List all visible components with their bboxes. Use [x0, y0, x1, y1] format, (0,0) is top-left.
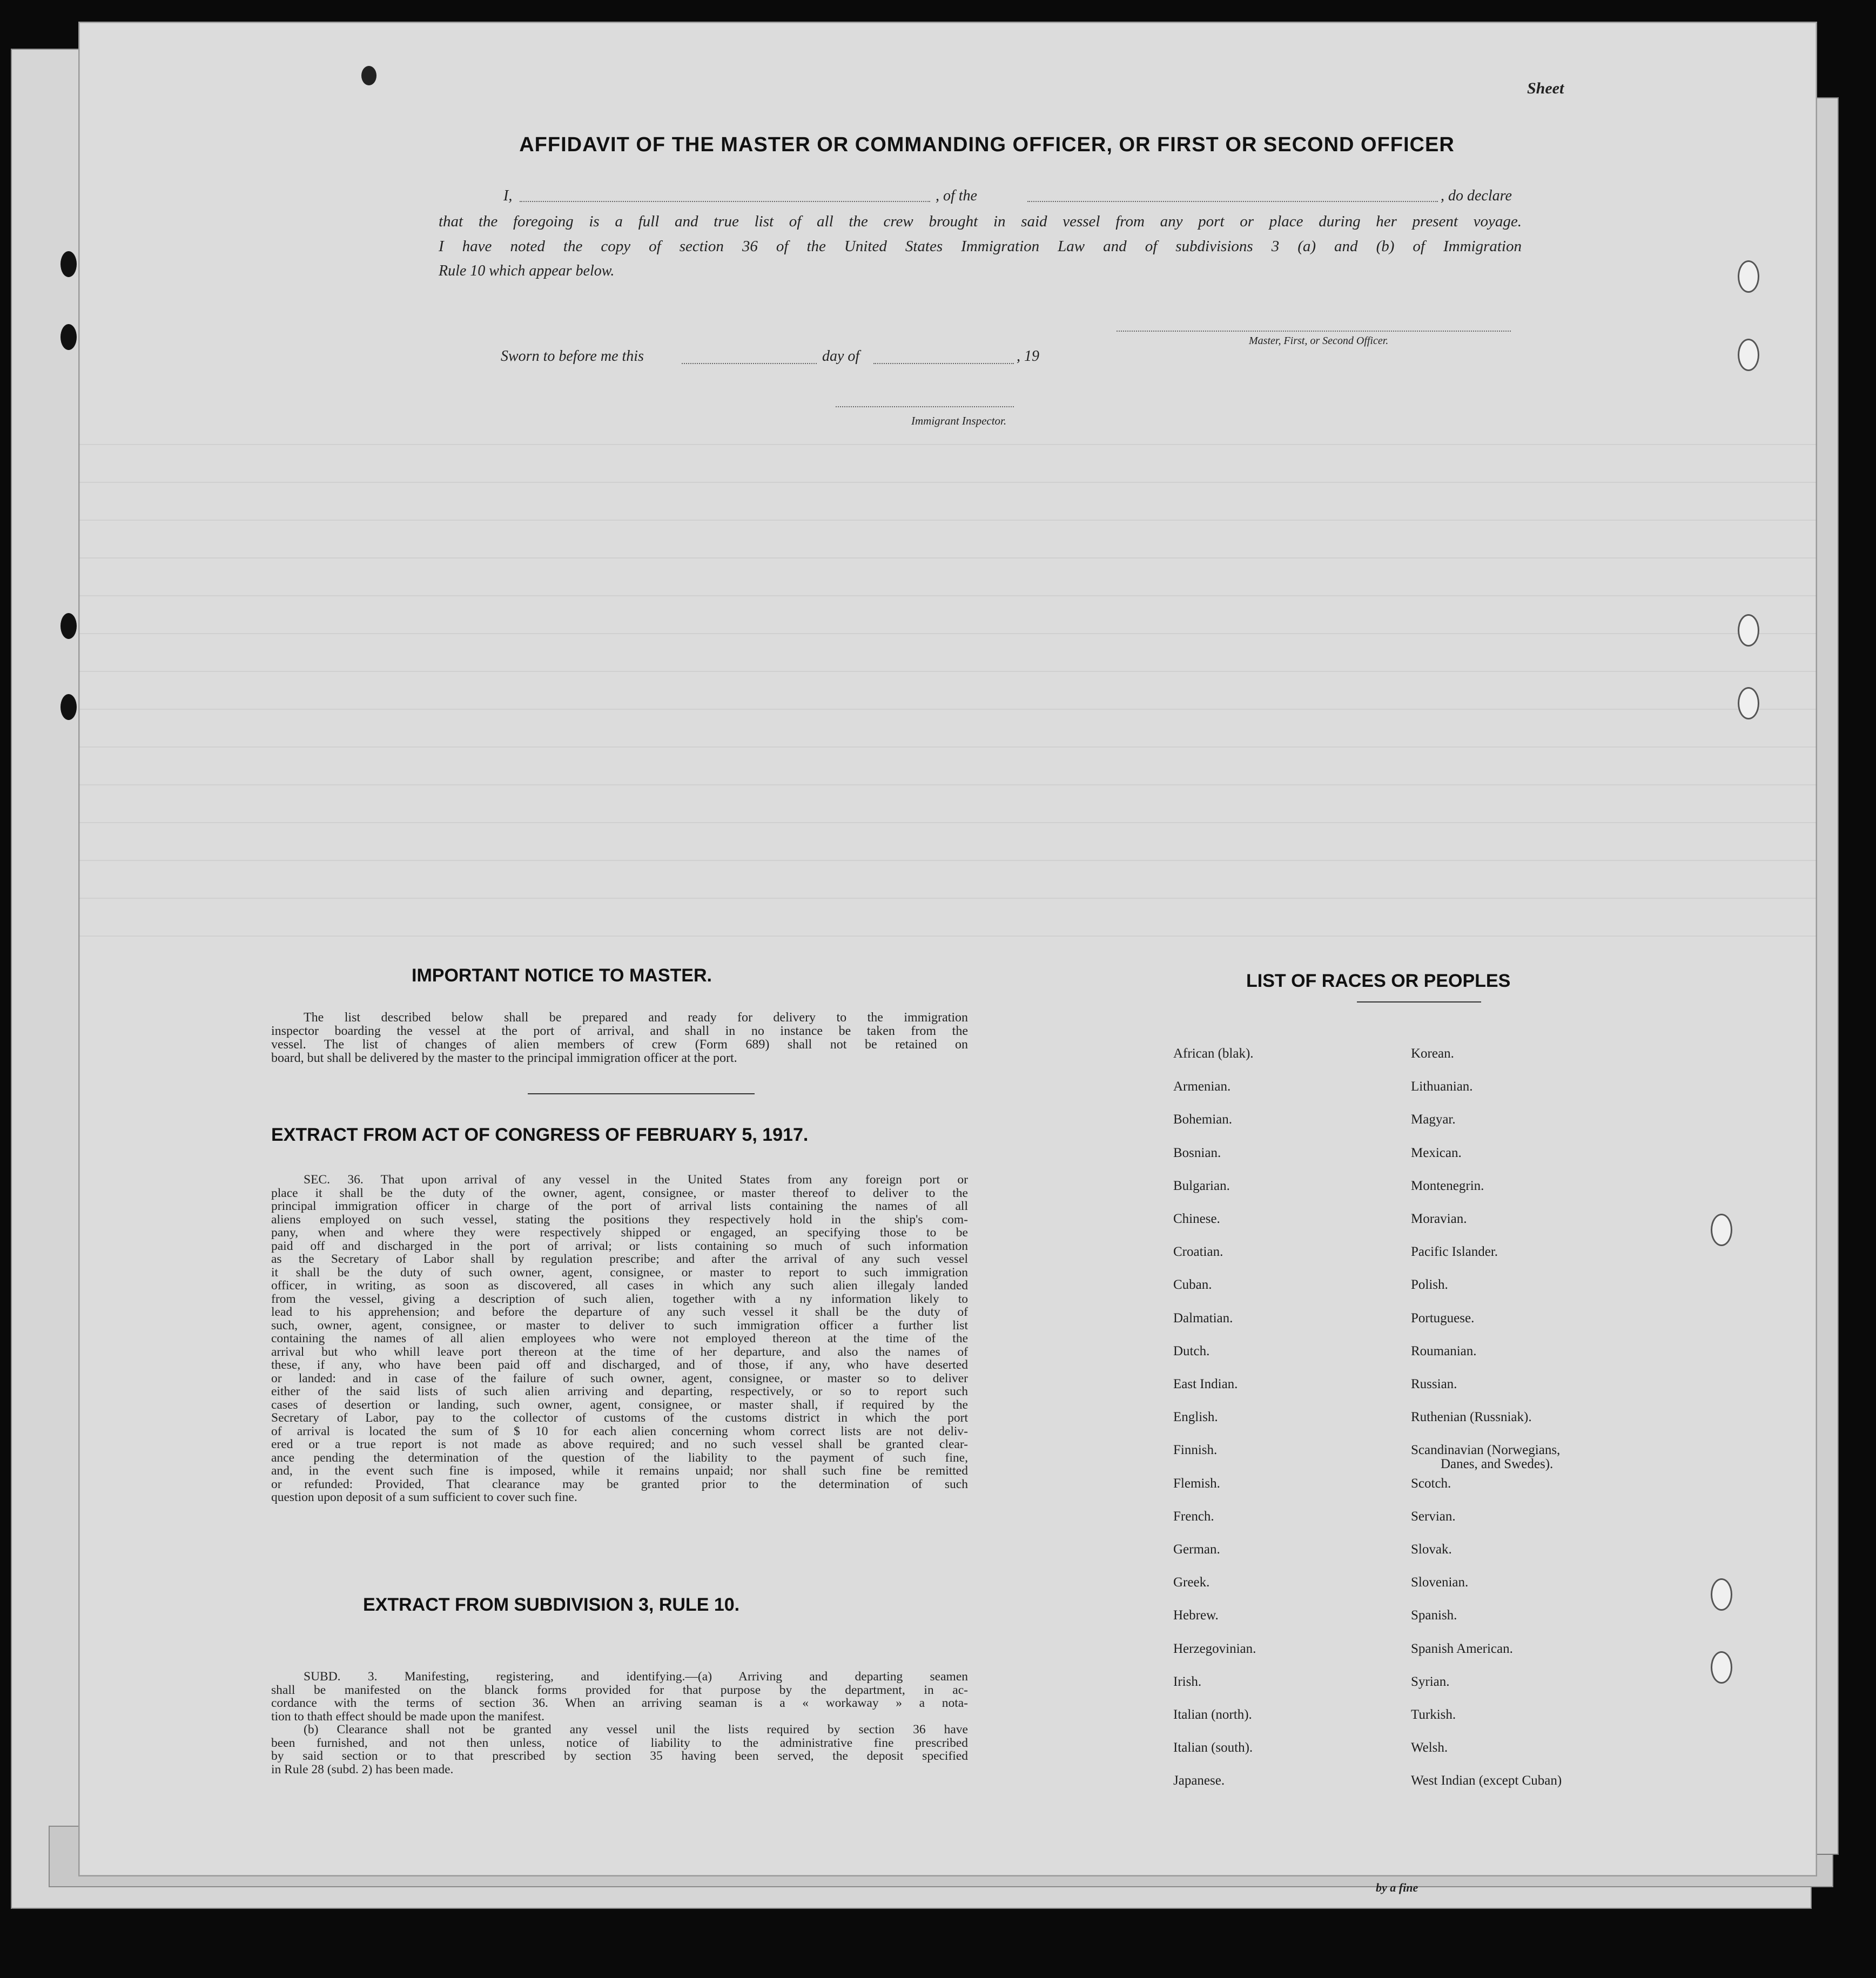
race-item: English. [1173, 1410, 1218, 1425]
race-item: Irish. [1173, 1674, 1202, 1689]
notice-body [271, 1011, 968, 1065]
race-item: Japanese. [1173, 1773, 1225, 1788]
affidavit-declarant-mid: , of the [936, 187, 977, 204]
notice-line: vessel. The list of changes of alien members of crew (Form 689) shall not be retained on [271, 1038, 968, 1052]
rule-line: cordance with the terms of section 36. When an arriving seaman is a « workaway » a nota- [271, 1696, 968, 1710]
race-item: Slovenian. [1411, 1575, 1469, 1590]
rule-line: been furnished, and not then unless, notice of liability to the administrative fine prescribed [271, 1735, 968, 1750]
race-item: Montenegrin. [1411, 1178, 1484, 1193]
act-line: containing the names of all alien employees who were not employed thereon at the time of the [271, 1331, 968, 1345]
affidavit-title: AFFIDAVIT OF THE MASTER OR COMMANDING OFFICER, OR FIRST OR SECOND OFFICER [519, 133, 1455, 156]
race-item: Scandinavian (Norwegians, [1411, 1443, 1561, 1458]
sheet-label: Sheet [1527, 79, 1564, 97]
race-item: Flemish. [1173, 1476, 1220, 1491]
race-item: Polish. [1411, 1277, 1448, 1293]
race-item: Ruthenian (Russniak). [1411, 1410, 1532, 1425]
act-line: either of the said lists of such alien arriving and departing, respectively, or so to report such [271, 1384, 968, 1398]
punch-hole-5 [1711, 1214, 1732, 1246]
act-line: place it shall be the duty of the owner, agent, consignee, or master thereof to deliver to the [271, 1186, 968, 1200]
race-item: West Indian (except Cuban) [1411, 1773, 1562, 1788]
affidavit-body-line-2: I have noted the copy of section 36 of the United States Immigration Law and of subdivisions 3 (a) and (b) of Immigration [439, 238, 1522, 255]
race-item: Italian (north). [1173, 1707, 1252, 1722]
act-extract-body [271, 1173, 968, 1504]
race-item: Turkish. [1411, 1707, 1456, 1722]
sworn-month-blank [873, 363, 1014, 364]
race-item: Servian. [1411, 1509, 1456, 1524]
act-line: question upon deposit of a sum sufficient to cover such fine. [271, 1490, 577, 1504]
act-line: ance pending the determination of the question of the liability to the payment of such fine, [271, 1450, 968, 1465]
race-item: Danes, and Swedes). [1441, 1457, 1554, 1472]
race-item: East Indian. [1173, 1377, 1238, 1391]
race-item: Russian. [1411, 1377, 1457, 1391]
act-extract-title: EXTRACT FROM ACT OF CONGRESS OF FEBRUARY 5, 1917. [271, 1125, 809, 1145]
punch-hole-6 [1711, 1578, 1732, 1611]
act-line: it shall be the duty of such owner, agent, consignee, or master to report to such immigration [271, 1265, 968, 1280]
race-item: Slovak. [1411, 1542, 1452, 1557]
signature-caption: Master, First, or Second Officer. [1249, 335, 1389, 347]
affidavit-declarant-start: I, [503, 187, 513, 204]
act-line: as the Secretary of Labor shall by regulation prescribe; and after the arrival of any such vessel [271, 1252, 968, 1266]
race-item: Mexican. [1411, 1145, 1462, 1160]
race-item: Lithuanian. [1411, 1079, 1473, 1094]
race-item: Pacific Islander. [1411, 1244, 1498, 1260]
rule-extract-body [271, 1670, 968, 1776]
notice-title: IMPORTANT NOTICE TO MASTER. [412, 965, 712, 986]
race-item: German. [1173, 1542, 1220, 1557]
inspector-caption: Immigrant Inspector. [911, 414, 1007, 427]
races-title: LIST OF RACES OR PEOPLES [1246, 971, 1511, 991]
race-item: Syrian. [1411, 1674, 1450, 1689]
act-line: arrival but who whill leave port thereon at the time of her departure, and also the names of [271, 1344, 968, 1359]
race-item: Moravian. [1411, 1212, 1467, 1226]
race-item: Finnish. [1173, 1443, 1218, 1458]
race-item: Italian (south). [1173, 1740, 1253, 1755]
binder-hole-4 [60, 694, 77, 720]
act-line: such, owner, agent, consignee, or master to deliver to such immigration officer a further list [271, 1318, 968, 1333]
race-item: African (blak). [1173, 1046, 1254, 1061]
race-item: Spanish American. [1411, 1641, 1513, 1656]
punch-hole-top [361, 66, 376, 85]
race-item: Dutch. [1173, 1343, 1210, 1358]
signature-blank [1117, 331, 1511, 332]
rule-line: (b) Clearance shall not be granted any vessel unil the lists required by section 36 have [304, 1723, 968, 1737]
binder-hole-2 [60, 324, 77, 350]
race-item: French. [1173, 1509, 1214, 1524]
race-item: Spanish. [1411, 1608, 1457, 1623]
punch-hole-2 [1738, 339, 1759, 371]
act-line: lead to his apprehension; and before the departure of any such vessel it shall be the duty of [271, 1305, 968, 1319]
race-item: Hebrew. [1173, 1608, 1219, 1623]
rule-line: by said section or to that prescribed by section 35 having been served, the deposit specified [271, 1749, 968, 1763]
race-item: Magyar. [1411, 1112, 1456, 1127]
race-item: Bulgarian. [1173, 1178, 1230, 1193]
act-line: aliens employed on such vessel, stating the positions they respectively hold in the ship's com- [271, 1212, 968, 1227]
binder-hole-1 [60, 251, 77, 277]
punch-hole-1 [1738, 260, 1759, 293]
race-item: Portuguese. [1411, 1310, 1475, 1326]
sworn-day-blank [682, 363, 817, 364]
affidavit-body-line-3: Rule 10 which appear below. [439, 263, 615, 279]
sworn-prefix: Sworn to before me this [501, 348, 644, 365]
sworn-year: , 19 [1017, 348, 1039, 365]
race-item: Scotch. [1411, 1476, 1451, 1491]
rule-line: in Rule 28 (subd. 2) has been made. [271, 1762, 454, 1777]
notice-line: board, but shall be delivered by the master to the principal immigration officer at the port. [271, 1051, 737, 1065]
affidavit-declarant-end: , do declare [1441, 187, 1512, 204]
act-line: cases of desertion or landing, such owner, agent, consignee, or master shall, if required by the [271, 1397, 968, 1412]
affidavit-body-line-1: that the foregoing is a full and true list of all the crew brought in said vessel from any port or place during her present voyage. [439, 213, 1522, 230]
act-line: or landed: and in case of the failure of such owner, agent, consignee, or master so to deliver [271, 1371, 968, 1385]
act-line: SEC. 36. That upon arrival of any vessel in the United States from any foreign port or [304, 1173, 968, 1187]
act-line: paid off and discharged in the port of arrival; or lists containing so much of such information [271, 1239, 968, 1253]
act-line: Secretary of Labor, pay to the collector of customs of the customs district in which the port [271, 1411, 968, 1425]
act-line: from the vessel, giving a description of such alien, together with a ny information likely to [271, 1291, 968, 1306]
declarant-name-blank [520, 201, 930, 202]
binder-hole-3 [60, 613, 77, 639]
rule-line: SUBD. 3. Manifesting, registering, and identifying.—(a) Arriving and departing seamen [304, 1670, 968, 1684]
race-item: Bosnian. [1173, 1145, 1221, 1160]
act-line: or refunded: Provided, That clearance may be granted prior to the determination of such [271, 1477, 968, 1491]
act-line: ered or a true report is not made as above required; and no such vessel shall be granted clear- [271, 1437, 968, 1451]
races-divider [1357, 1001, 1481, 1003]
notice-line: The list described below shall be prepared and ready for delivery to the immigration [304, 1011, 968, 1025]
race-item: Greek. [1173, 1575, 1210, 1590]
act-line: these, if any, who have been paid off and discharged, and of those, if any, who have deserted [271, 1358, 968, 1372]
rule-extract-title: EXTRACT FROM SUBDIVISION 3, RULE 10. [363, 1594, 740, 1615]
act-line: principal immigration officer in charge of the port of arrival lists containing the names of all [271, 1199, 968, 1213]
edge-note: by a fine [1376, 1881, 1418, 1894]
race-item: Korean. [1411, 1046, 1454, 1061]
punch-hole-4 [1738, 687, 1759, 719]
manifest-page [78, 22, 1817, 1894]
race-item: Croatian. [1173, 1244, 1223, 1260]
punch-hole-3 [1738, 614, 1759, 647]
race-item: Bohemian. [1173, 1112, 1233, 1127]
punch-hole-7 [1711, 1651, 1732, 1684]
race-item: Roumanian. [1411, 1343, 1477, 1358]
vessel-name-blank [1027, 201, 1438, 202]
inspector-signature-blank [836, 406, 1014, 407]
race-item: Armenian. [1173, 1079, 1231, 1094]
race-item: Welsh. [1411, 1740, 1448, 1755]
rule-line: shall be manifested on the blanck forms provided for that purpose by the department, in ac- [271, 1683, 968, 1697]
act-line: of arrival is located the sum of $ 10 for each alien concerning whom correct lists are not deliv- [271, 1424, 968, 1438]
act-line: pany, when and where they were respectively shipped or engaged, an specifying those to be [271, 1226, 968, 1240]
rule-line: tion to thath effect should be made upon the manifest. [271, 1709, 544, 1724]
notice-divider [528, 1093, 755, 1094]
race-item: Herzegovinian. [1173, 1641, 1256, 1656]
race-item: Cuban. [1173, 1277, 1212, 1293]
sworn-day-of: day of [822, 348, 860, 365]
notice-line: inspector boarding the vessel at the port of arrival, and shall in no instance be taken from the [271, 1024, 968, 1038]
race-item: Chinese. [1173, 1212, 1220, 1226]
act-line: officer, in writing, as soon as discovered, all cases in which any such alien illegaly landed [271, 1279, 968, 1293]
race-item: Dalmatian. [1173, 1310, 1233, 1326]
act-line: and, in the event such fine is imposed, while it remains unpaid; nor shall such fine be remitted [271, 1464, 968, 1478]
